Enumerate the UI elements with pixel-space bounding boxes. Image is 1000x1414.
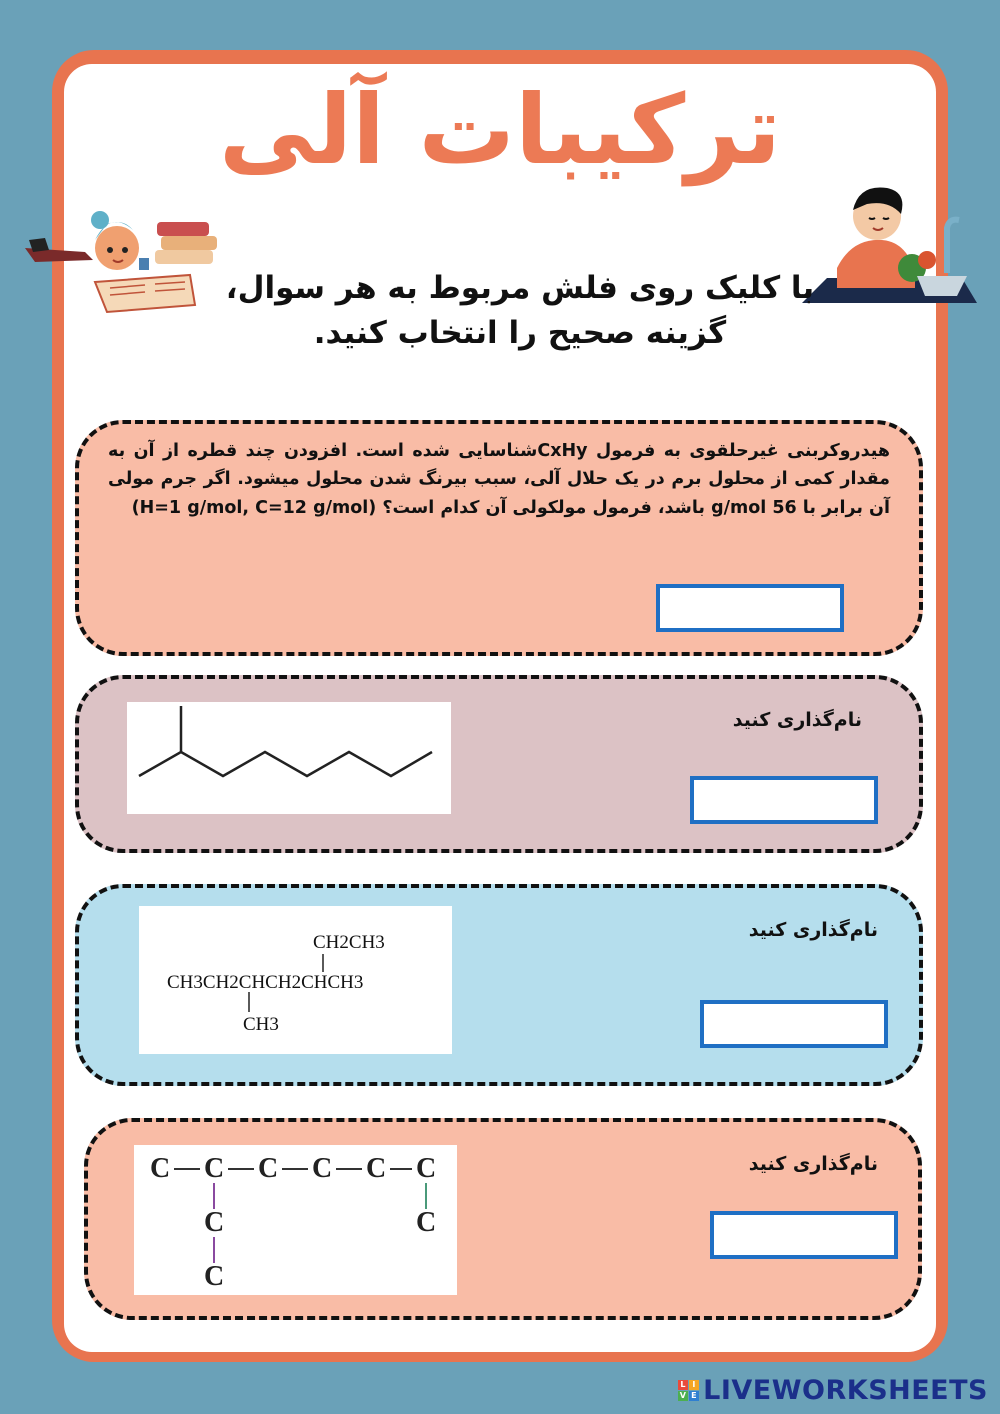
chain-carbon: C [150,1153,171,1184]
boy-cooking-illustration [797,178,982,318]
girl-reading-illustration [15,200,220,315]
formula-main: CH3CH2CHCH2CHCH3 [167,972,364,993]
chain-carbon: C [416,1153,437,1184]
liveworksheets-logo-icon: L I V E [678,1380,699,1401]
branch-carbon: C [204,1261,225,1292]
chain-carbon: C [204,1153,225,1184]
instructions: با کلیک روی فلش مربوط به هر سوال، گزینه صحیح را انتخاب کنید. [225,270,815,351]
question-3-label: نام‌گذاری کنید [748,919,878,941]
branch-carbon: C [416,1207,437,1238]
chain-carbon: C [366,1153,387,1184]
carbon-bonds [134,1145,457,1295]
answer-input-1[interactable] [656,584,844,632]
answer-input-3[interactable] [700,1000,888,1048]
carbon-skeleton-image [134,1145,457,1295]
condensed-formula-image [139,906,452,1054]
answer-input-2[interactable] [690,776,878,824]
page-title: ترکیبات آلی [219,74,781,186]
question-2-label: نام‌گذاری کنید [732,709,862,731]
question-1-text: هیدروکربنی غیرحلقوی به فرمول CxHyشناسایی شده است. افزودن چند قطره از آن به مقدار کمی از محلول برم در یک حلال آلی، سبب بیرنگ شدن محلول میشود. اگر جرم مولی آن برابر با 56 g/mol باشد، فرمول مولکولی آن کدام است؟ (H=1 g/mol, C=12 g/mol) [108,441,890,518]
skeletal-structure-image [127,702,451,814]
branch-carbon: C [204,1207,225,1238]
formula-bottom: CH3 [243,1014,279,1035]
question-4-label: نام‌گذاری کنید [748,1153,878,1175]
chain-carbon: C [312,1153,333,1184]
chain-carbon: C [258,1153,279,1184]
liveworksheets-brand[interactable] [678,1375,988,1406]
formula-top: CH2CH3 [313,932,385,953]
brand-name: LIVEWORKSHEETS [703,1375,988,1406]
answer-input-4[interactable] [710,1211,898,1259]
